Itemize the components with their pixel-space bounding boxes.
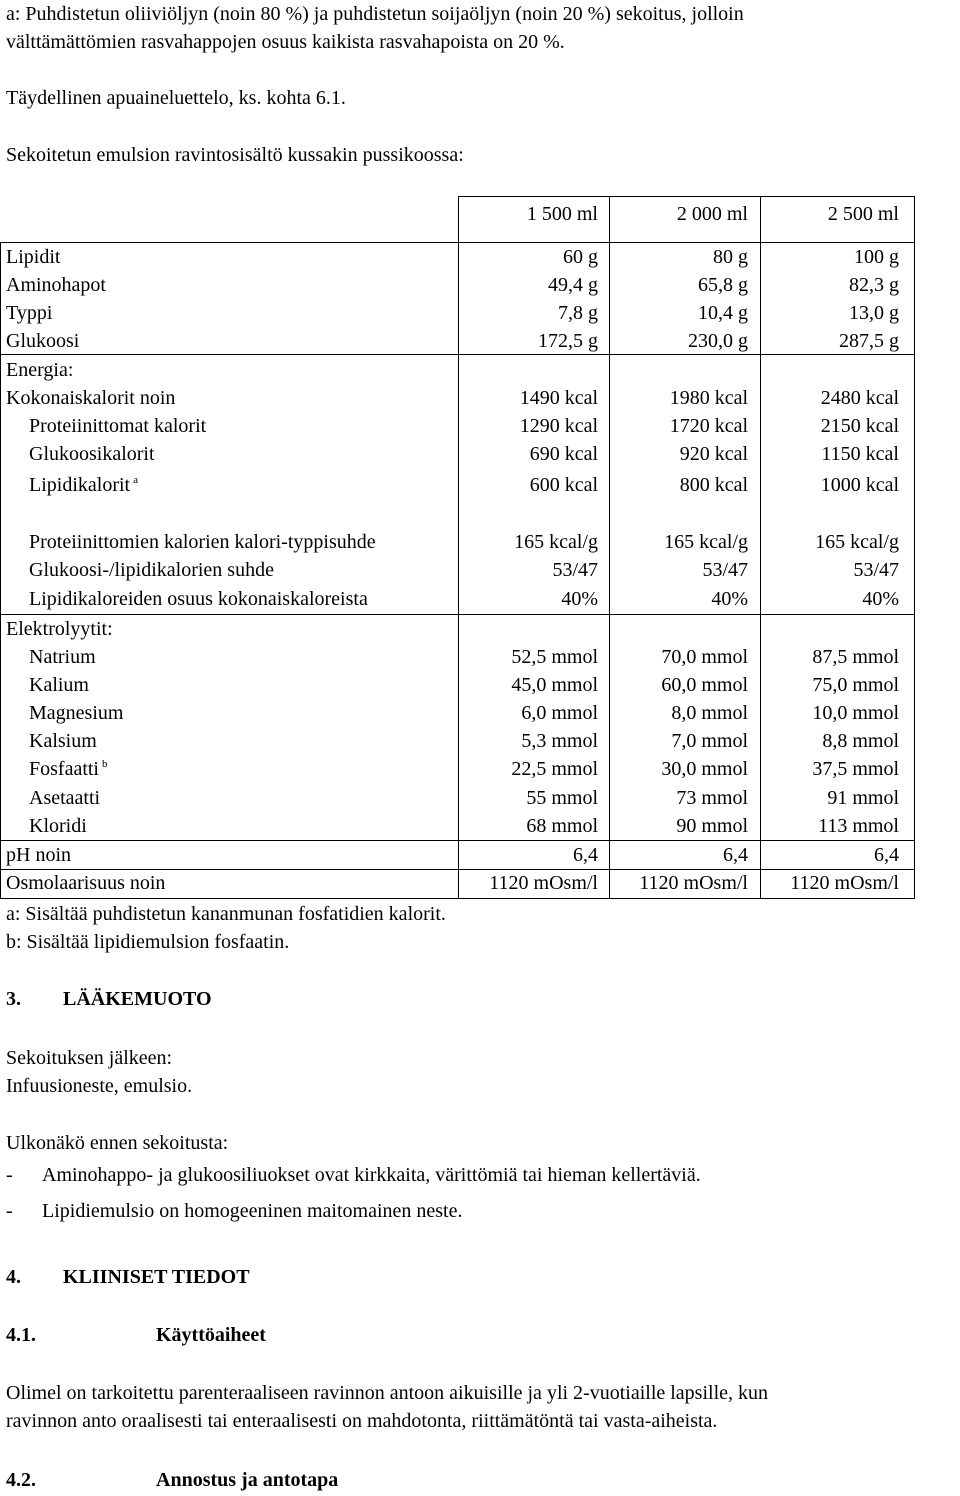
- cell: 165 kcal/g: [664, 531, 748, 553]
- cell: 1120 mOsm/l: [790, 872, 899, 894]
- intro-line-2: välttämättömien rasvahappojen osuus kaikista rasvahapoista on 20 %.: [6, 31, 565, 53]
- row-label: Natrium: [29, 646, 96, 668]
- row-label: Proteiinittomat kalorit: [29, 415, 207, 437]
- cell: 80 g: [713, 246, 748, 268]
- footnote-b: b: Sisältää lipidiemulsion fosfaatin.: [6, 931, 290, 953]
- table-row: [0, 329, 915, 353]
- row-label: pH noin: [6, 844, 71, 866]
- col-header: 1 500 ml: [526, 203, 598, 225]
- intro-line-3: Täydellinen apuaineluettelo, ks. kohta 6.1.: [6, 87, 346, 109]
- cell: 920 kcal: [679, 443, 748, 465]
- row-label: Magnesium: [29, 702, 124, 724]
- cell: 1120 mOsm/l: [639, 872, 748, 894]
- row-label: Kalsium: [29, 730, 97, 752]
- cell: 287,5 g: [839, 330, 899, 352]
- section-3-text: Sekoituksen jälkeen:: [6, 1047, 173, 1069]
- table-row: [0, 786, 915, 810]
- section-4-title: KLIINISET TIEDOT: [63, 1266, 250, 1288]
- table-row: [0, 386, 915, 410]
- cell: 30,0 mmol: [661, 758, 748, 780]
- bullet-item: Lipidiemulsio on homogeeninen maitomainen neste.: [42, 1200, 463, 1222]
- cell: 55 mmol: [526, 787, 598, 809]
- col-header: 2 500 ml: [827, 203, 899, 225]
- row-label: Kalium: [29, 674, 89, 696]
- cell: 1120 mOsm/l: [489, 872, 598, 894]
- table-row: [0, 729, 915, 753]
- footnote-a: a: Sisältää puhdistetun kananmunan fosfatidien kalorit.: [6, 903, 446, 925]
- cell: 65,8 g: [698, 274, 748, 296]
- row-label: [29, 473, 138, 497]
- row-label: Osmolaarisuus noin: [6, 872, 166, 894]
- cell: 165 kcal/g: [514, 531, 598, 553]
- section-41-number: 4.1.: [6, 1324, 36, 1346]
- cell: 8,0 mmol: [671, 702, 748, 724]
- cell: 172,5 g: [538, 330, 598, 352]
- table-row: [0, 673, 915, 697]
- cell: 45,0 mmol: [511, 674, 598, 696]
- cell: 60,0 mmol: [661, 674, 748, 696]
- nutrition-table: [0, 196, 915, 899]
- cell: 6,4: [874, 844, 899, 866]
- section-4-number: 4.: [6, 1266, 21, 1288]
- table-line: [458, 196, 915, 197]
- table-row: [0, 245, 915, 269]
- cell: 1490 kcal: [519, 387, 598, 409]
- cell: 1000 kcal: [820, 474, 899, 496]
- table-row: [0, 414, 915, 438]
- table-row: [0, 530, 915, 554]
- cell: 1290 kcal: [519, 415, 598, 437]
- cell: 73 mmol: [676, 787, 748, 809]
- cell: 690 kcal: [529, 443, 598, 465]
- row-label: Glukoosi: [6, 330, 80, 352]
- cell: 53/47: [702, 559, 748, 581]
- section-3-text: Ulkonäkö ennen sekoitusta:: [6, 1132, 229, 1154]
- cell: 40%: [711, 588, 748, 610]
- section-42-number: 4.2.: [6, 1469, 36, 1491]
- table-row: [0, 273, 915, 297]
- cell: 5,3 mmol: [521, 730, 598, 752]
- footnote-marker: a: [133, 474, 138, 486]
- cell: 53/47: [853, 559, 899, 581]
- cell: 113 mmol: [818, 815, 899, 837]
- cell: 230,0 g: [688, 330, 748, 352]
- cell: 100 g: [854, 246, 899, 268]
- row-label: Aminohapot: [6, 274, 106, 296]
- cell: 90 mmol: [676, 815, 748, 837]
- cell: 7,0 mmol: [671, 730, 748, 752]
- table-row: [0, 871, 915, 895]
- row-label: Elektrolyytit:: [6, 618, 113, 640]
- row-label: Glukoosikalorit: [29, 443, 155, 465]
- cell: 6,4: [573, 844, 598, 866]
- table-row: [0, 587, 915, 611]
- cell: 37,5 mmol: [812, 758, 899, 780]
- table-row: [0, 442, 915, 466]
- intro-line-1: a: Puhdistetun oliiviöljyn (noin 80 %) ja puhdistetun soijaöljyn (noin 20 %) sekoitus, jolloin: [6, 3, 744, 25]
- cell: 40%: [561, 588, 598, 610]
- row-label: Asetaatti: [29, 787, 101, 809]
- cell: 165 kcal/g: [815, 531, 899, 553]
- section-42-title: Annostus ja antotapa: [156, 1469, 339, 1491]
- table-row: [0, 843, 915, 867]
- cell: 40%: [862, 588, 899, 610]
- bullet-dash: -: [6, 1164, 13, 1186]
- cell: 75,0 mmol: [812, 674, 899, 696]
- cell: 2480 kcal: [820, 387, 899, 409]
- cell: 13,0 g: [849, 302, 899, 324]
- cell: 68 mmol: [526, 815, 598, 837]
- section-3-number: 3.: [6, 988, 21, 1010]
- cell: 10,0 mmol: [812, 702, 899, 724]
- section-41-line-1: Olimel on tarkoitettu parenteraaliseen ravinnon antoon aikuisille ja yli 2-vuotiaille lapsille, kun: [6, 1382, 769, 1404]
- row-label: Proteiinittomien kalorien kalori-typpisuhde: [29, 531, 376, 553]
- section-41-title: Käyttöaiheet: [156, 1324, 266, 1346]
- table-row: [0, 617, 915, 641]
- section-3-text: Infuusioneste, emulsio.: [6, 1075, 193, 1097]
- cell: 53/47: [552, 559, 598, 581]
- row-label: Glukoosi-/lipidikalorien suhde: [29, 559, 274, 581]
- cell: 82,3 g: [849, 274, 899, 296]
- row-label: Lipidit: [6, 246, 61, 268]
- cell: 1720 kcal: [669, 415, 748, 437]
- table-row: [0, 358, 915, 382]
- section-3-title: LÄÄKEMUOTO: [63, 988, 212, 1010]
- bullet-item: Aminohappo- ja glukoosiliuokset ovat kirkkaita, värittömiä tai hieman kellertäviä.: [42, 1164, 701, 1186]
- intro-line-4: Sekoitetun emulsion ravintosisältö kussakin pussikoossa:: [6, 144, 464, 166]
- row-label-text: Fosfaatti: [29, 758, 99, 780]
- bullet-dash: -: [6, 1200, 13, 1222]
- row-label: Kloridi: [29, 815, 87, 837]
- table-row: [0, 757, 915, 781]
- cell: 800 kcal: [679, 474, 748, 496]
- cell: 6,4: [723, 844, 748, 866]
- cell: 1150 kcal: [821, 443, 899, 465]
- table-header-row: [0, 202, 915, 226]
- section-41-line-2: ravinnon anto oraalisesti tai enteraalisesti on mahdotonta, riittämätöntä tai vasta-aiheista.: [6, 1410, 718, 1432]
- table-row: [0, 558, 915, 582]
- table-row: [0, 473, 915, 497]
- row-label: Typpi: [6, 302, 53, 324]
- cell: 7,8 g: [558, 302, 598, 324]
- cell: 1980 kcal: [669, 387, 748, 409]
- cell: 8,8 mmol: [822, 730, 899, 752]
- col-header: 2 000 ml: [676, 203, 748, 225]
- cell: 2150 kcal: [820, 415, 899, 437]
- row-label: Lipidikaloreiden osuus kokonaiskaloreista: [29, 588, 368, 610]
- cell: 6,0 mmol: [521, 702, 598, 724]
- footnote-marker: b: [102, 758, 108, 770]
- cell: 600 kcal: [529, 474, 598, 496]
- cell: 10,4 g: [698, 302, 748, 324]
- table-row: [0, 645, 915, 669]
- cell: 22,5 mmol: [511, 758, 598, 780]
- cell: 70,0 mmol: [661, 646, 748, 668]
- table-row: [0, 814, 915, 838]
- row-label-text: Lipidikalorit: [29, 474, 131, 496]
- table-row: [0, 301, 915, 325]
- cell: 91 mmol: [827, 787, 899, 809]
- cell: 87,5 mmol: [812, 646, 899, 668]
- cell: 49,4 g: [548, 274, 598, 296]
- row-label: Kokonaiskalorit noin: [6, 387, 176, 409]
- table-row: [0, 701, 915, 725]
- row-label: [29, 757, 108, 781]
- cell: 52,5 mmol: [511, 646, 598, 668]
- row-label: Energia:: [6, 359, 74, 381]
- cell: 60 g: [563, 246, 598, 268]
